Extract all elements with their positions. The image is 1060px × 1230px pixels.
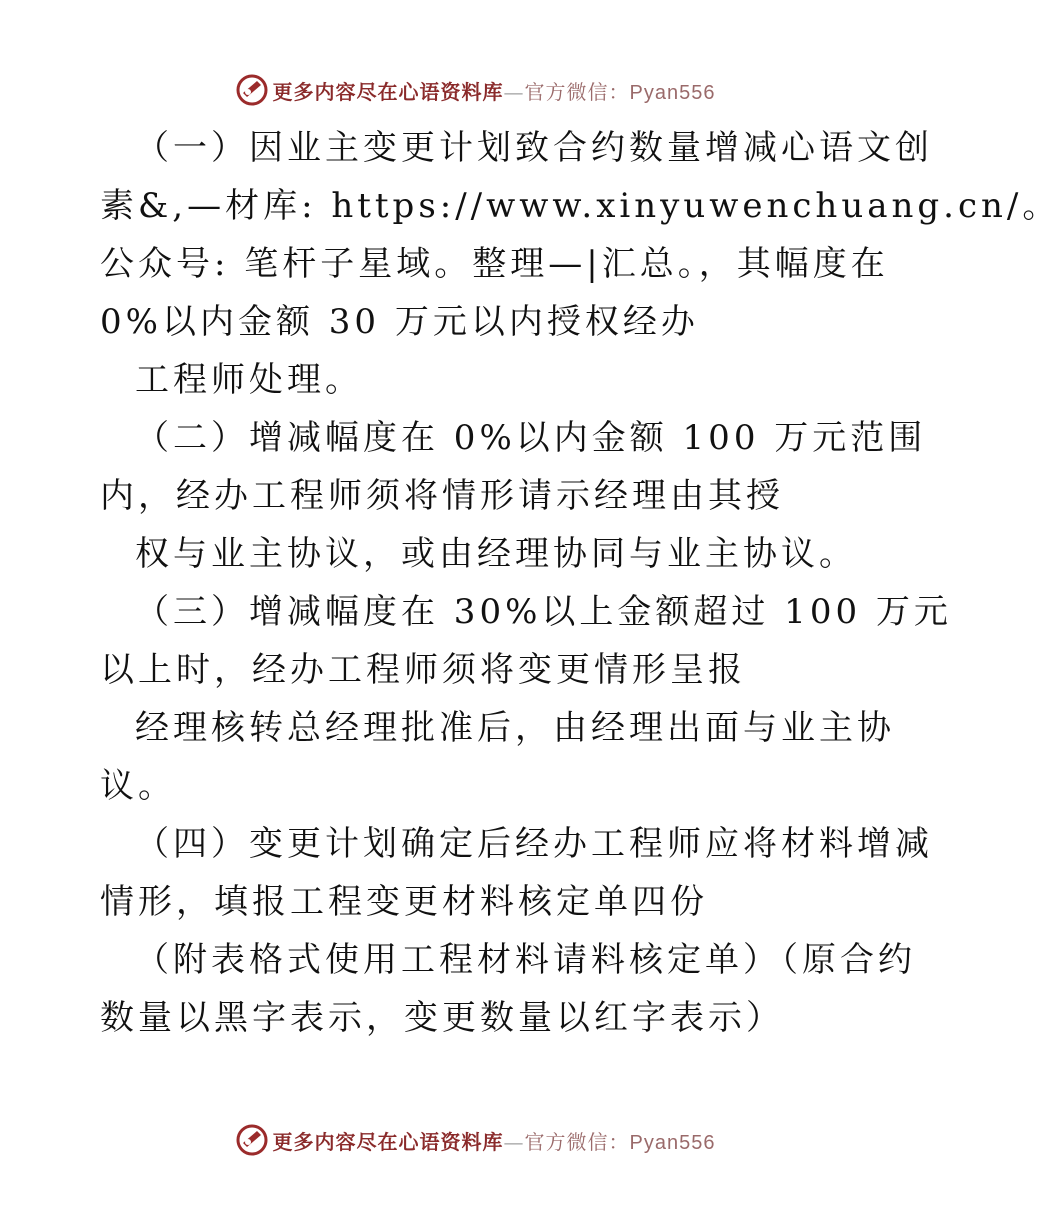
text-line: 公众号: 笔杆子星域。整理—|汇总。，其幅度在 <box>100 244 889 284</box>
text-line: 经理核转总经理批准后，由经理出面与业主协 <box>135 708 895 748</box>
banner-dash: — <box>503 1129 525 1154</box>
text-line: 素&,—材库: https://www.xinyuwenchuang.cn/。 <box>100 186 1060 226</box>
text-line: （附表格式使用工程材料请料核定单）（原合约 <box>135 940 916 980</box>
text-line: （三）增减幅度在 30%以上金额超过 100 万元 <box>135 592 952 632</box>
text-line: 议。 <box>100 766 176 806</box>
header-banner <box>0 70 950 110</box>
banner-text <box>273 1126 716 1155</box>
text-line: （一）因业主变更计划致合约数量增减心语文创 <box>135 128 933 168</box>
text-line: 情形，填报工程变更材料核定单四份 <box>100 882 708 922</box>
banner-title: 更多内容尽在心语资料库 <box>272 79 504 104</box>
text-line: （四）变更计划确定后经办工程师应将材料增减 <box>135 824 933 864</box>
footer-banner <box>0 1120 950 1160</box>
text-line: 内，经办工程师须将情形请示经理由其授 <box>100 476 784 516</box>
banner-dash: — <box>503 79 525 104</box>
brand-logo-icon <box>235 73 269 107</box>
text-line: 数量以黑字表示，变更数量以红字表示） <box>100 998 784 1038</box>
text-line: 权与业主协议，或由经理协同与业主协议。 <box>135 534 857 574</box>
banner-wechat: 官方微信：Pyan556 <box>524 1131 716 1154</box>
brand-logo-icon <box>235 1123 269 1157</box>
text-line: （二）增减幅度在 0%以内金额 100 万元范围 <box>135 418 927 458</box>
text-line: 0%以内金额 30 万元以内授权经办 <box>100 302 699 342</box>
text-line: 以上时，经办工程师须将变更情形呈报 <box>100 650 746 690</box>
banner-text <box>273 76 716 105</box>
banner-wechat: 官方微信：Pyan556 <box>524 81 716 104</box>
banner-title: 更多内容尽在心语资料库 <box>272 1129 504 1154</box>
text-line: 工程师处理。 <box>135 360 363 400</box>
